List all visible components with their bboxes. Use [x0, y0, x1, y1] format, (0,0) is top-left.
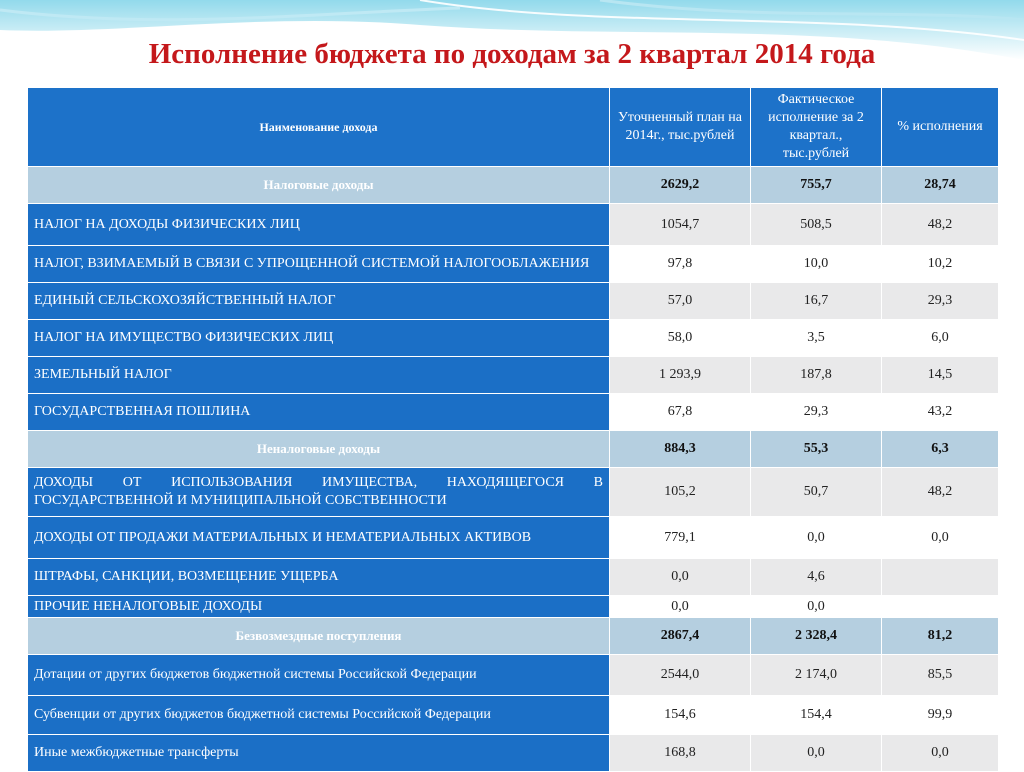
row-name: ДОХОДЫ ОТ ИСПОЛЬЗОВАНИЯ ИМУЩЕСТВА, НАХОДЯЩЕГОСЯ В ГОСУДАРСТВЕННОЙ И МУНИЦИПАЛЬНОЙ СОБСТВЕННОСТИ — [28, 468, 610, 517]
table-row — [28, 655, 999, 696]
row-name: ШТРАФЫ, САНКЦИИ, ВОЗМЕЩЕНИЕ УЩЕРБА — [28, 559, 610, 596]
row-name: Налоговые доходы — [28, 167, 610, 204]
section-row — [28, 431, 999, 468]
row-name: Иные межбюджетные трансферты — [28, 735, 610, 772]
row-plan-value: 105,2 — [610, 468, 751, 517]
row-name: Субвенции от других бюджетов бюджетной системы Российской Федерации — [28, 696, 610, 735]
table-row — [28, 596, 999, 618]
header-percent: % исполнения — [882, 88, 999, 167]
row-percent-value — [882, 596, 999, 618]
row-percent-value: 43,2 — [882, 394, 999, 431]
row-percent-value: 48,2 — [882, 204, 999, 246]
row-plan-value: 0,0 — [610, 559, 751, 596]
row-fact-value: 50,7 — [751, 468, 882, 517]
row-percent-value: 6,0 — [882, 320, 999, 357]
table-row — [28, 394, 999, 431]
row-plan-value: 1 293,9 — [610, 357, 751, 394]
row-name: ДОХОДЫ ОТ ПРОДАЖИ МАТЕРИАЛЬНЫХ И НЕМАТЕРИАЛЬНЫХ АКТИВОВ — [28, 517, 610, 559]
row-plan-value: 2544,0 — [610, 655, 751, 696]
row-plan-value: 67,8 — [610, 394, 751, 431]
header-fact: Фактическое исполнение за 2 квартал., тыс.рублей — [751, 88, 882, 167]
row-fact-value: 16,7 — [751, 283, 882, 320]
table-header-row — [28, 88, 999, 167]
table-row — [28, 204, 999, 246]
row-plan-value: 168,8 — [610, 735, 751, 772]
row-plan-value: 2629,2 — [610, 167, 751, 204]
row-percent-value: 10,2 — [882, 246, 999, 283]
row-percent-value: 99,9 — [882, 696, 999, 735]
row-name: НАЛОГ НА ДОХОДЫ ФИЗИЧЕСКИХ ЛИЦ — [28, 204, 610, 246]
row-plan-value: 884,3 — [610, 431, 751, 468]
row-percent-value: 48,2 — [882, 468, 999, 517]
section-row — [28, 618, 999, 655]
row-fact-value: 0,0 — [751, 735, 882, 772]
row-percent-value — [882, 559, 999, 596]
row-name: Безвозмездные поступления — [28, 618, 610, 655]
row-name: ПРОЧИЕ НЕНАЛОГОВЫЕ ДОХОДЫ — [28, 596, 610, 618]
row-percent-value: 29,3 — [882, 283, 999, 320]
row-percent-value: 0,0 — [882, 735, 999, 772]
table-row — [28, 283, 999, 320]
row-fact-value: 154,4 — [751, 696, 882, 735]
table-row — [28, 468, 999, 517]
row-fact-value: 3,5 — [751, 320, 882, 357]
row-plan-value: 154,6 — [610, 696, 751, 735]
table-row — [28, 320, 999, 357]
row-fact-value: 508,5 — [751, 204, 882, 246]
row-plan-value: 779,1 — [610, 517, 751, 559]
row-percent-value: 0,0 — [882, 517, 999, 559]
section-row — [28, 167, 999, 204]
table-row — [28, 696, 999, 735]
row-fact-value: 10,0 — [751, 246, 882, 283]
row-percent-value: 85,5 — [882, 655, 999, 696]
row-name: Неналоговые доходы — [28, 431, 610, 468]
row-name: ЗЕМЕЛЬНЫЙ НАЛОГ — [28, 357, 610, 394]
table-row — [28, 246, 999, 283]
row-plan-value: 1054,7 — [610, 204, 751, 246]
row-name: НАЛОГ НА ИМУЩЕСТВО ФИЗИЧЕСКИХ ЛИЦ — [28, 320, 610, 357]
row-fact-value: 4,6 — [751, 559, 882, 596]
row-plan-value: 57,0 — [610, 283, 751, 320]
budget-table — [27, 87, 999, 772]
row-fact-value: 0,0 — [751, 517, 882, 559]
table-row — [28, 357, 999, 394]
row-plan-value: 58,0 — [610, 320, 751, 357]
row-percent-value: 81,2 — [882, 618, 999, 655]
table-row — [28, 517, 999, 559]
row-percent-value: 14,5 — [882, 357, 999, 394]
table-row — [28, 735, 999, 772]
row-plan-value: 97,8 — [610, 246, 751, 283]
header-plan: Уточненный план на 2014г., тыс.рублей — [610, 88, 751, 167]
row-percent-value: 6,3 — [882, 431, 999, 468]
row-name: ЕДИНЫЙ СЕЛЬСКОХОЗЯЙСТВЕННЫЙ НАЛОГ — [28, 283, 610, 320]
header-name: Наименование дохода — [28, 88, 610, 167]
row-name: ГОСУДАРСТВЕННАЯ ПОШЛИНА — [28, 394, 610, 431]
row-fact-value: 2 328,4 — [751, 618, 882, 655]
row-plan-value: 0,0 — [610, 596, 751, 618]
page-title: Исполнение бюджета по доходам за 2 квартал 2014 года — [148, 38, 876, 70]
row-name: Дотации от других бюджетов бюджетной системы Российской Федерации — [28, 655, 610, 696]
row-plan-value: 2867,4 — [610, 618, 751, 655]
row-fact-value: 55,3 — [751, 431, 882, 468]
row-name: НАЛОГ, ВЗИМАЕМЫЙ В СВЯЗИ С УПРОЩЕННОЙ СИСТЕМОЙ НАЛОГООБЛАЖЕНИЯ — [28, 246, 610, 283]
row-fact-value: 187,8 — [751, 357, 882, 394]
row-percent-value: 28,74 — [882, 167, 999, 204]
row-fact-value: 0,0 — [751, 596, 882, 618]
table-row — [28, 559, 999, 596]
row-fact-value: 755,7 — [751, 167, 882, 204]
row-fact-value: 2 174,0 — [751, 655, 882, 696]
row-fact-value: 29,3 — [751, 394, 882, 431]
